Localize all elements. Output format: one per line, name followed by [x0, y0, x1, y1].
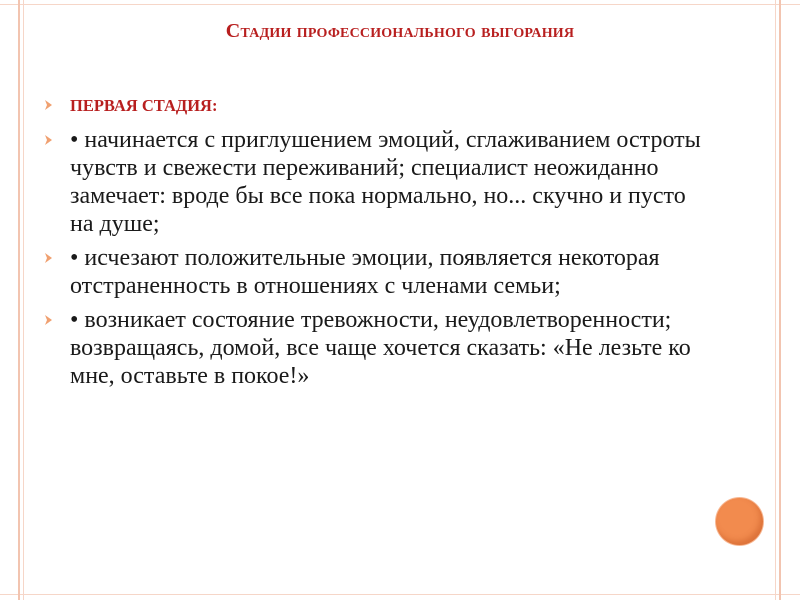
- bullet-paragraph-3: [44, 306, 714, 390]
- slide-content: [44, 94, 714, 390]
- bullet-paragraph-2: [44, 244, 714, 300]
- paragraph-text: • начинается с приглушением эмоций, сглаживанием остроты чувств и свежести переживаний; специалист неожиданно замечает: вроде бы все пока нормально, но... скучно и пусто на душе;: [70, 127, 701, 237]
- frame-top-line: [0, 4, 800, 5]
- bullet-arrow-icon: [44, 134, 53, 146]
- subheading-item: [44, 94, 714, 120]
- frame-right-inner-line: [775, 0, 776, 600]
- bullet-arrow-icon: [44, 99, 53, 111]
- frame-right-line: [779, 0, 781, 600]
- bullet-arrow-icon: [44, 314, 53, 326]
- frame-bottom-line: [0, 594, 800, 595]
- bullet-paragraph-1: [44, 126, 714, 238]
- bullet-arrow-icon: [44, 252, 53, 264]
- paragraph-text: • исчезают положительные эмоции, появляется некоторая отстраненность в отношениях с членами семьи;: [70, 245, 660, 299]
- paragraph-text: • возникает состояние тревожности, неудовлетворенности; возвращаясь, домой, все чаще хочется сказать: «Не лезьте ко мне, оставьте в покое!»: [70, 307, 691, 389]
- subheading-text: ПЕРВАЯ СТАДИЯ:: [70, 96, 218, 115]
- orange-circle-decoration: [716, 498, 763, 545]
- slide-title: Стадии профессионального выгорания: [225, 20, 575, 42]
- frame-left-inner-line: [23, 0, 24, 600]
- frame-left-line: [18, 0, 20, 600]
